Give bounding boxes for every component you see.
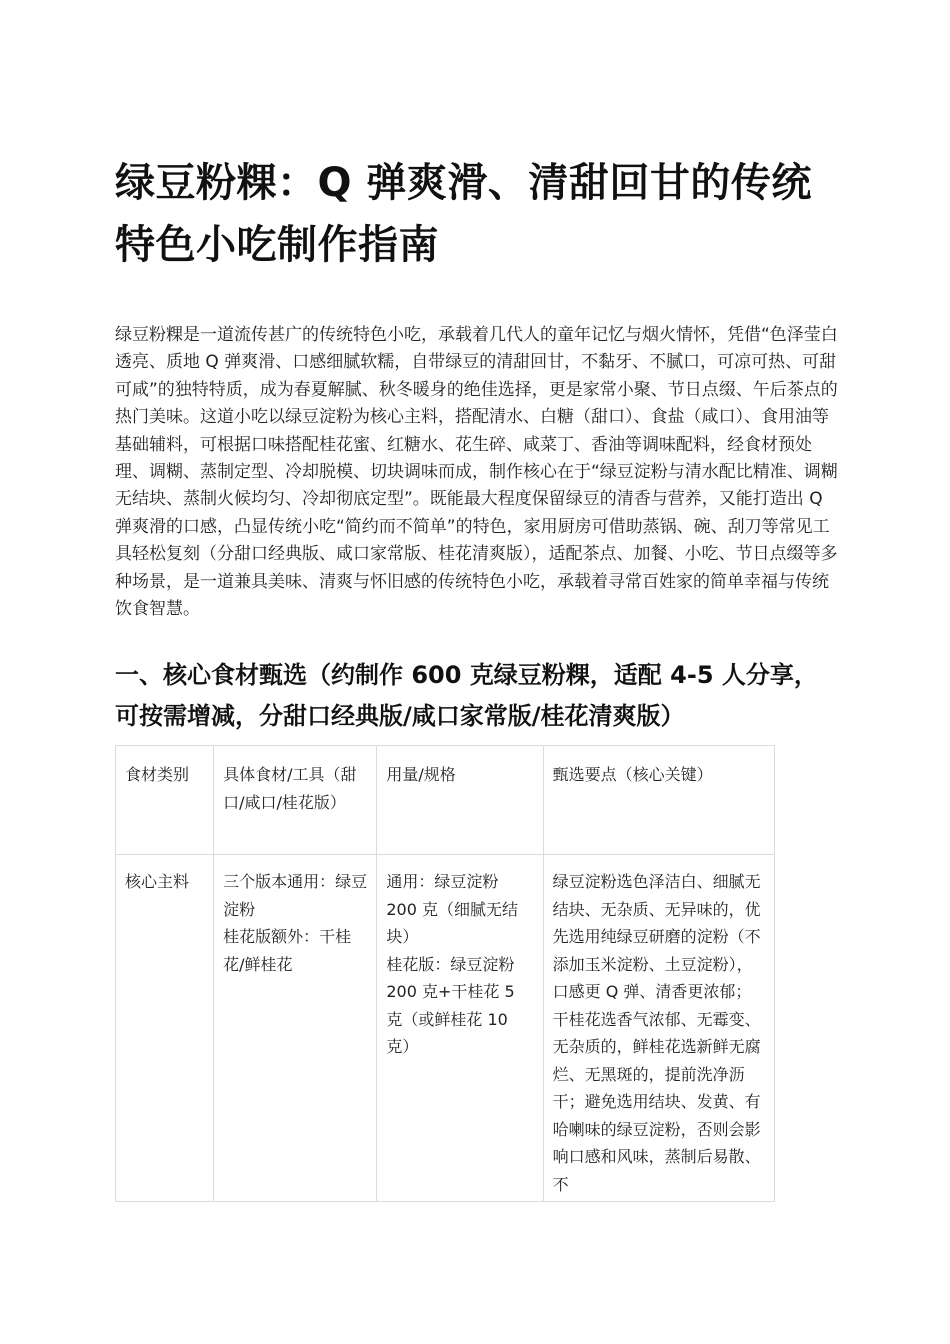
ingredient-line-common: 三个版本通用：绿豆淀粉 [223,872,368,919]
table-header-tips: 甄选要点（核心关键） [543,746,774,855]
table-header-category: 食材类别 [116,746,214,855]
ingredient-line-osmanthus: 桂花版额外：干桂花/鲜桂花 [223,927,352,974]
table-row [116,855,775,1203]
amount-line-common: 通用：绿豆淀粉 200 克（细腻无结块） [386,872,519,946]
page-title: 绿豆粉粿：Q 弹爽滑、清甜回甘的传统特色小吃制作指南 [115,160,812,268]
table-header-row [116,746,775,855]
table-header-ingredient: 具体食材/工具（甜口/咸口/桂花版） [214,746,377,855]
table-header-amount: 用量/规格 [377,746,543,855]
intro-paragraph: 绿豆粉粿是一道流传甚广的传统特色小吃，承载着几代人的童年记忆与烟火情怀，凭借“色泽莹白透亮、质地 Q 弹爽滑、口感细腻软糯，自带绿豆的清甜回甘，不黏牙、不腻口，可凉可热、可甜可咸”的独特特质，成为春夏解腻、秋冬暖身的绝佳选择，更是家常小聚、节日点缀、午后茶点的热门美味。这道小吃以绿豆淀粉为核心主料，搭配清水、白糖（甜口）、食盐（咸口）、食用油等基础辅料，可根据口味搭配桂花蜜、红糖水、花生碎、咸菜丁、香油等调味配料，经食材预处理、调糊、蒸制定型、冷却脱模、切块调味而成，制作核心在于“绿豆淀粉与清水配比精准、调糊无结块、蒸制火候均匀、冷却彻底定型”。既能最大程度保留绿豆的清香与营养，又能打造出 Q 弹爽滑的口感，凸显传统小吃“简约而不简单”的特色，家用厨房可借助蒸锅、碗、刮刀等常见工具轻松复刻（分甜口经典版、咸口家常版、桂花清爽版），适配茶点、加餐、小吃、节日点缀等多种场景，是一道兼具美味、清爽与怀旧感的传统特色小吃，承载着寻常百姓家的简单幸福与传统饮食智慧。 [115,325,838,620]
table-cell-ingredient [214,855,377,1203]
ingredients-table [115,745,775,1202]
amount-line-osmanthus: 桂花版：绿豆淀粉 200 克+干桂花 5 克（或鲜桂花 10 克） [386,954,515,1056]
table-cell-tips: 绿豆淀粉选色泽洁白、细腻无结块、无杂质、无异味的，优先选用纯绿豆研磨的淀粉（不添加玉米淀粉、土豆淀粉），口感更 Q 弹、清香更浓郁；干桂花选香气浓郁、无霉变、无杂质的，鲜桂花选新鲜无腐烂、无黑斑的，提前洗净沥干；避免选用结块、发黄、有哈喇味的绿豆淀粉，否则会影响口感和风味，蒸制后易散、不 [543,855,774,1203]
section-heading-ingredients: 一、核心食材甄选（约制作 600 克绿豆粉粿，适配 4-5 人分享，可按需增减，分甜口经典版/咸口家常版/桂花清爽版） [115,661,818,730]
ingredients-table-container [115,745,775,1202]
table-cell-category: 核心主料 [116,855,214,1203]
table-cell-amount [377,855,543,1203]
